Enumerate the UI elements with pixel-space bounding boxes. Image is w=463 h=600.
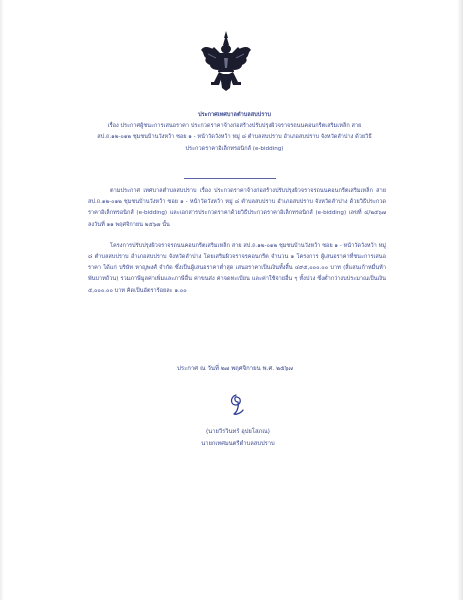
page-edge-left bbox=[0, 0, 4, 600]
body-paragraph-award: โครงการปรับปรุงผิวจราจรถนนคอนกรีตเสริมเหล็ก สาย สป.ถ.๑๒-๐๑๒ ชุมชนบ้านวังหว้า ซอย ๑ - หน้าวัดวังหว้า หมู่ ๘ ตำบลสบปราบ อำเภอสบปราบ จังหวัดลำปาง โดยเสริมผิวจราจรคอนกรีต จำนวน ๑ โครงการ ผู้เสนอราคาที่ชนะการเสนอราคา ได้แก่ บริษัท หาญพงศ์ จำกัด ซึ่งเป็นผู้เสนอราคาต่ำสุด เสนอราคาเป็นเงินทั้งสิ้น ๔๙๕,๐๐๐.๐๐ บาท (สี่แสนเก้าหมื่นห้าพันบาทถ้วน) รวมภาษีมูลค่าเพิ่มและภาษีอื่น ค่าขนส่ง ค่าจดทะเบียน และค่าใช้จ่ายอื่น ๆ ทั้งปวง ซึ่งต่ำกว่างบประมาณเป็นเงิน ๕,๐๐๐.๐๐ บาท คิดเป็นอัตราร้อยละ ๑.๐๐ bbox=[88, 242, 386, 294]
page-edge-right bbox=[457, 0, 463, 600]
signature-icon bbox=[226, 392, 248, 418]
announcement-subject: เรื่อง ประกาศผู้ชนะการเสนอราคา ประกวดราคาจ้างก่อสร้างปรับปรุงผิวจราจรถนนคอนกรีตเสริมเหล็ก สาย สป.ถ.๑๒-๐๑๒ ชุมชนบ้านวังหว้า ซอย ๑ - หน้าวัดวังหว้า หมู่ ๘ ตำบลสบปราบ อำเภอสบปราบ จังหวัดลำปาง ด้วยวิธีประกวดราคาอิเล็กทรอนิกส์ (e-bidding) bbox=[97, 123, 372, 152]
body-paragraph-reference: ตามประกาศ เทศบาลตำบลสบปราบ เรื่อง ประกวดราคาจ้างก่อสร้างปรับปรุงผิวจราจรถนนคอนกรีตเสริมเหล็ก สาย สป.ถ.๑๒-๐๑๒ ชุมชนบ้านวังหว้า ซอย ๑ - หน้าวัดวังหว้า หมู่ ๘ ตำบลสบปราบ อำเภอสบปราบ จังหวัดลำปาง ด้วยวิธีประกวดราคาอิเล็กทรอนิกส์ (e-bidding) และเอกสารประกวดราคาด้วยวิธีประกวดราคาอิเล็กทรอนิกส์ (e-bidding) เลขที่ ๔/๒๕๖๗ ลงวันที่ ๑๑ พฤศจิกายน ๒๕๖๗ นั้น bbox=[88, 188, 386, 228]
signer-title: นายกเทศมนตรีตำบลสบปราบ bbox=[201, 441, 275, 447]
signer-block bbox=[168, 426, 308, 450]
announcement-header bbox=[92, 110, 377, 155]
header-divider bbox=[184, 178, 276, 179]
issuing-organization: ประกาศเทศบาลตำบลสบปราบ bbox=[198, 112, 271, 118]
announcement-body bbox=[88, 186, 386, 297]
announcement-date: ประกาศ ณ วันที่ ๒๗ พฤศจิกายน พ.ศ. ๒๕๖๗ bbox=[177, 365, 293, 372]
signer-name: (นายวีรวินทร์ อุปยโสภณ) bbox=[206, 429, 270, 435]
garuda-emblem-icon bbox=[200, 30, 252, 92]
